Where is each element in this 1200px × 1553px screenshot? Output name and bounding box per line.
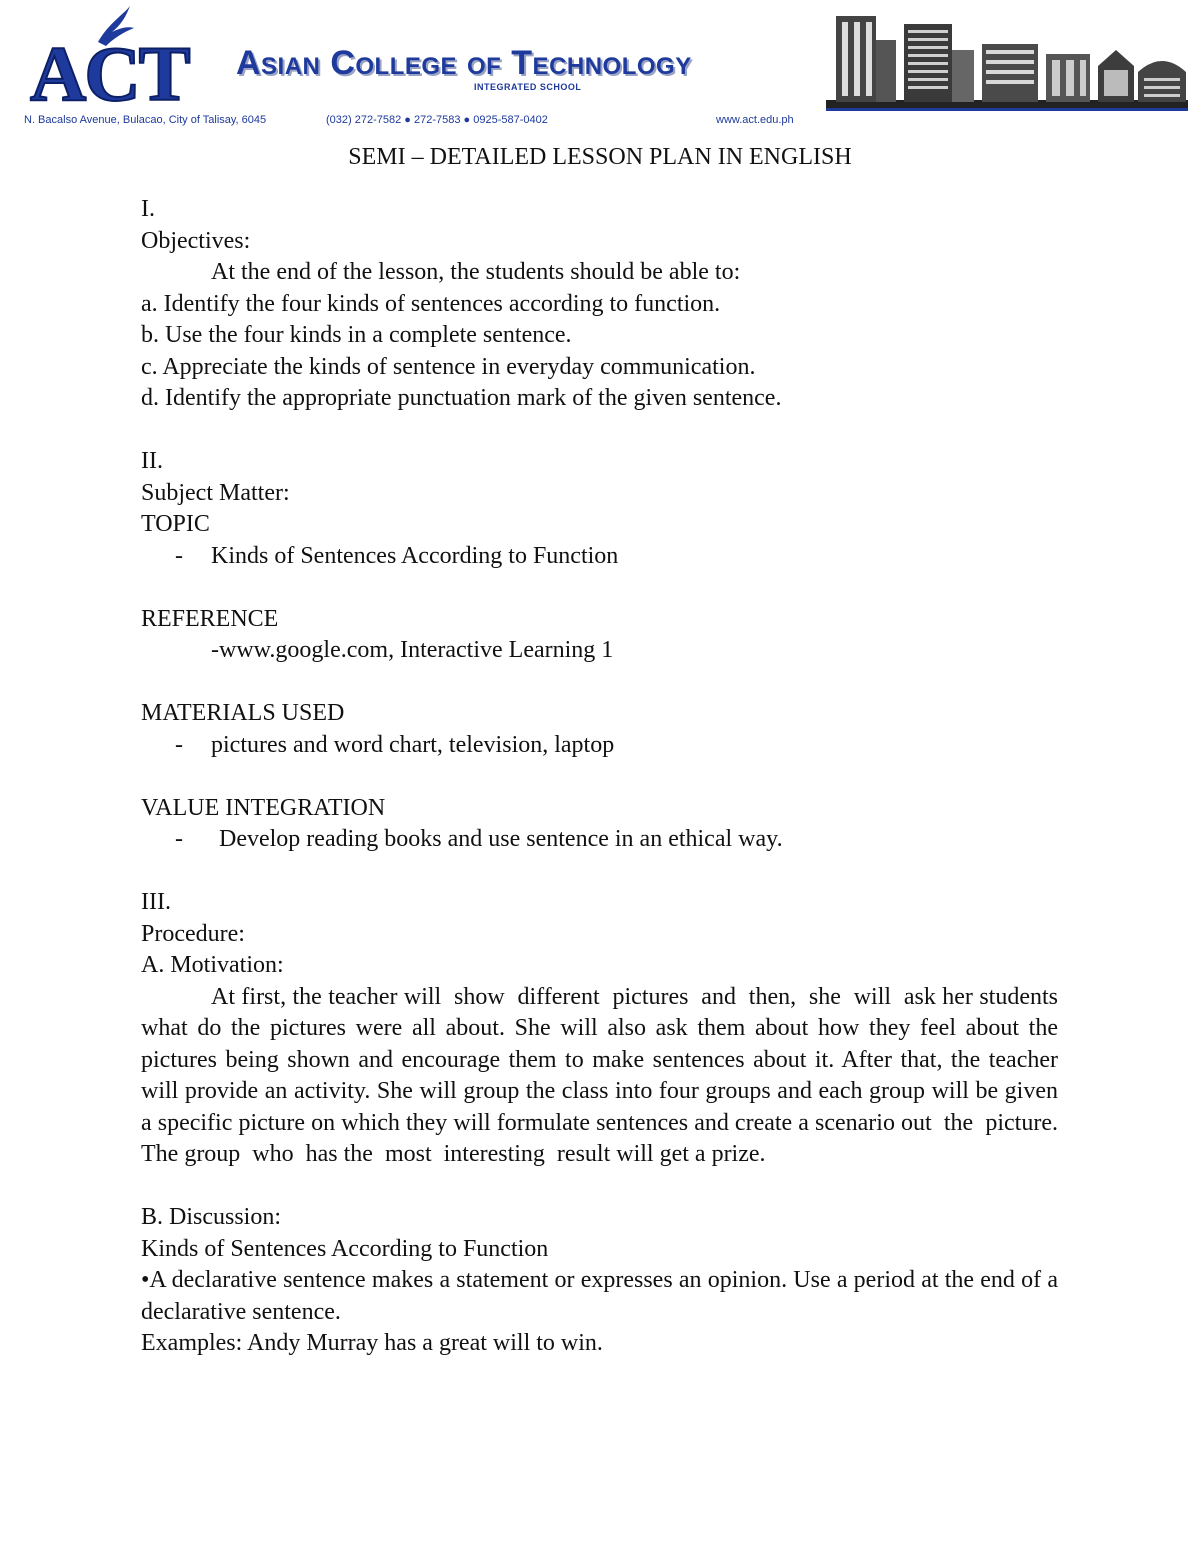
discussion-label: B. Discussion: — [141, 1204, 282, 1230]
topic-label: TOPIC — [141, 511, 210, 537]
declarative-definition: •A declarative sentence makes a statement or expresses an opinion. Use a period at the end of a declarative sentence. — [141, 1267, 1058, 1325]
section-number: I. — [141, 196, 155, 222]
motivation-label: A. Motivation: — [141, 952, 284, 978]
value-integration-label: VALUE INTEGRATION — [141, 794, 386, 821]
dash-bullet: - — [175, 826, 183, 852]
section-heading: Objectives: — [141, 227, 251, 254]
value-integration-text: Develop reading books and use sentence in an ethical way. — [219, 826, 783, 852]
phone-text: (032) 272-7582 ● 272-7583 ● 0925-587-0402 — [326, 114, 548, 126]
header-rule — [826, 108, 1188, 111]
reference-text: -www.google.com, Interactive Learning 1 — [211, 637, 614, 663]
section-number: II. — [141, 448, 163, 474]
section-heading: Procedure: — [141, 920, 245, 947]
materials-item — [141, 730, 1058, 762]
objective-item: c. Appreciate the kinds of sentence in everyday communication. — [141, 353, 756, 380]
letterhead — [0, 0, 1200, 130]
discussion-title: Kinds of Sentences According to Function — [141, 1235, 549, 1262]
example-sentence: Examples: Andy Murray has a great will to win. — [141, 1330, 603, 1356]
objective-item: a. Identify the four kinds of sentences according to function. — [141, 290, 721, 317]
school-subtitle: INTEGRATED SCHOOL — [474, 82, 582, 92]
school-name: Asian College of Technology — [236, 44, 692, 82]
act-logo — [28, 2, 228, 108]
objective-item: d. Identify the appropriate punctuation mark of the given sentence. — [141, 385, 782, 411]
reference-label: REFERENCE — [141, 605, 279, 632]
topic-text: Kinds of Sentences According to Function — [211, 542, 619, 569]
materials-label: MATERIALS USED — [141, 700, 345, 726]
value-integration-item — [141, 824, 1058, 856]
section-heading: Subject Matter: — [141, 479, 290, 506]
materials-text: pictures and word chart, television, laptop — [211, 731, 615, 758]
lesson-plan-body — [141, 194, 1070, 1360]
section-number: III. — [141, 889, 171, 915]
dash-bullet: - — [175, 542, 183, 569]
document-title: SEMI – DETAILED LESSON PLAN IN ENGLISH — [348, 144, 852, 170]
address-text: N. Bacalso Avenue, Bulacao, City of Talisay, 6045 — [24, 114, 267, 126]
motivation-paragraph: At first, the teacher will show different pictures and then, she will ask her students what do the pictures were all about. She will also ask them about how they feel about the pictures being shown and encourage them to make sentences about it. After that, the teacher will provide an activity. She will group the class into four groups and each group will be given a specific picture on which they will formulate sentences and create a scenario out the picture. The group who has the most interesting result will get a prize. — [141, 983, 1070, 1167]
objectives-intro: At the end of the lesson, the students should be able to: — [211, 259, 741, 285]
topic-item — [141, 541, 1058, 573]
logo-text: ACT — [30, 30, 189, 108]
website-link[interactable]: www.act.edu.ph — [716, 114, 794, 126]
dash-bullet: - — [175, 731, 183, 758]
campus-buildings-image — [826, 10, 1188, 108]
objective-item: b. Use the four kinds in a complete sentence. — [141, 322, 572, 348]
